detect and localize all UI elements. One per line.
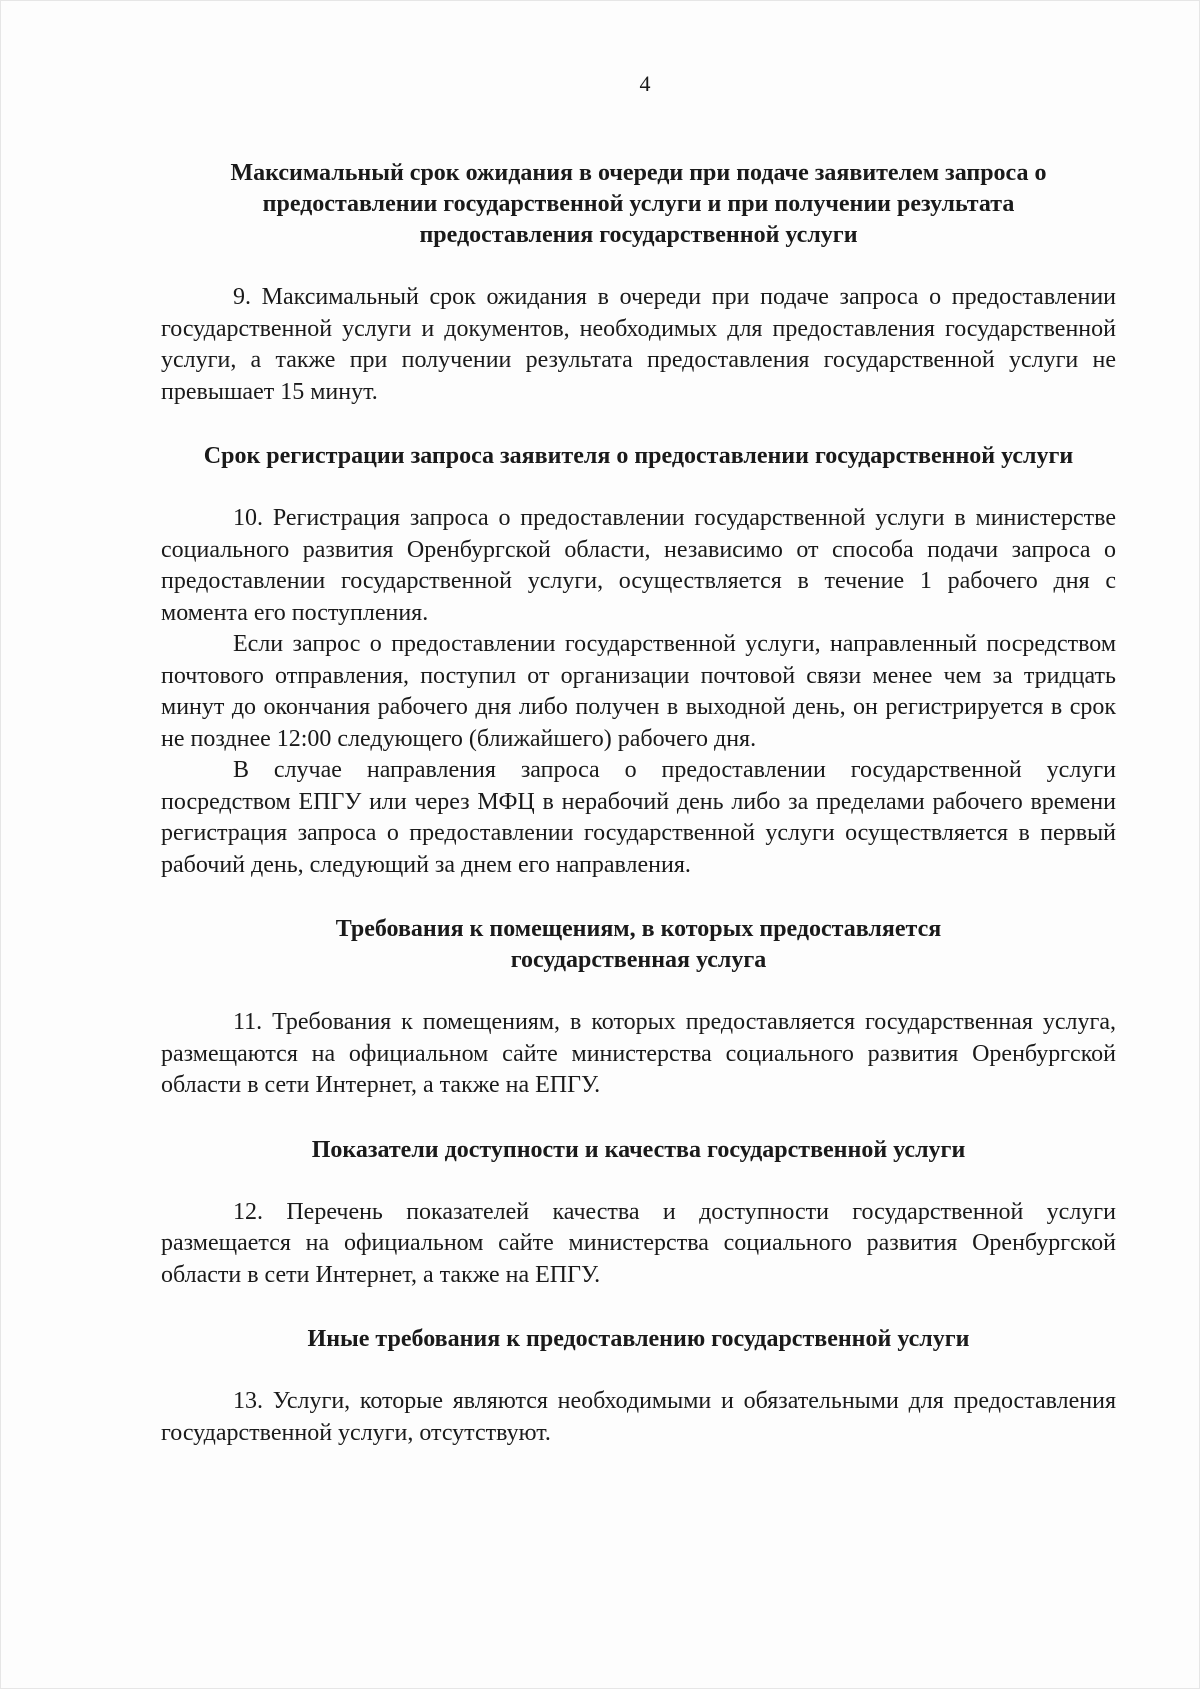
paragraph-9: 9. Максимальный срок ожидания в очереди при подаче запроса о предоставлении государственной услуги и документов, необходимых для предоставления государственной услуги, а также при получении результата предоставления государственной услуги не превышает 15 минут. xyxy=(161,284,1116,405)
section-quality-indicators xyxy=(161,1135,1116,1292)
section-heading: Максимальный срок ожидания в очереди при подаче заявителем запроса о предоставлении государственной услуги и при получении результата предоставления государственной услуги xyxy=(230,160,1047,248)
paragraph-10-epgu: В случае направления запроса о предоставлении государственной услуги посредством ЕПГУ или через МФЦ в нерабочий день либо за пределами рабочего времени регистрация запроса о предоставлении государственной услуги осуществляется в первый рабочий день, следующий за днем его направления. xyxy=(161,757,1116,878)
section-heading: Иные требования к предоставлению государственной услуги xyxy=(307,1326,970,1352)
document-body xyxy=(161,158,1116,1449)
paragraph-12: 12. Перечень показателей качества и доступности государственной услуги размещается на официальном сайте министерства социального развития Оренбургской области в сети Интернет, а также на ЕПГУ. xyxy=(161,1198,1116,1288)
section-other-requirements xyxy=(161,1324,1116,1449)
section-premises-requirements xyxy=(161,914,1116,1102)
section-heading: Срок регистрации запроса заявителя о предоставлении государственной услуги xyxy=(203,443,1074,469)
section-max-wait-time xyxy=(161,158,1116,408)
paragraph-11: 11. Требования к помещениям, в которых предоставляется государственная услуга, размещаются на официальном сайте министерства социального развития Оренбургской области в сети Интернет, а также на ЕПГУ. xyxy=(161,1009,1116,1098)
paragraph-10: 10. Регистрация запроса о предоставлении государственной услуги в министерстве социального развития Оренбургской области, независимо от способа подачи запроса о предоставлении государственной услуги, осуществляется в течение 1 рабочего дня с момента его поступления. xyxy=(161,505,1116,626)
section-registration-term xyxy=(161,441,1116,881)
section-heading: Требования к помещениям, в которых предоставляется государственная услуга xyxy=(335,916,942,973)
paragraph-13: 13. Услуги, которые являются необходимыми и обязательными для предоставления государственной услуги, отсутствуют. xyxy=(161,1388,1116,1446)
paragraph-10-postal: Если запрос о предоставлении государственной услуги, направленный посредством почтового отправления, поступил от организации почтовой связи менее чем за тридцать минут до окончания рабочего дня либо получен в выходной день, он регистрируется в срок не позднее 12:00 следующего (ближайшего) рабочего дня. xyxy=(161,631,1116,752)
section-heading: Показатели доступности и качества государственной услуги xyxy=(311,1136,966,1163)
page-number: 4 xyxy=(639,71,651,96)
